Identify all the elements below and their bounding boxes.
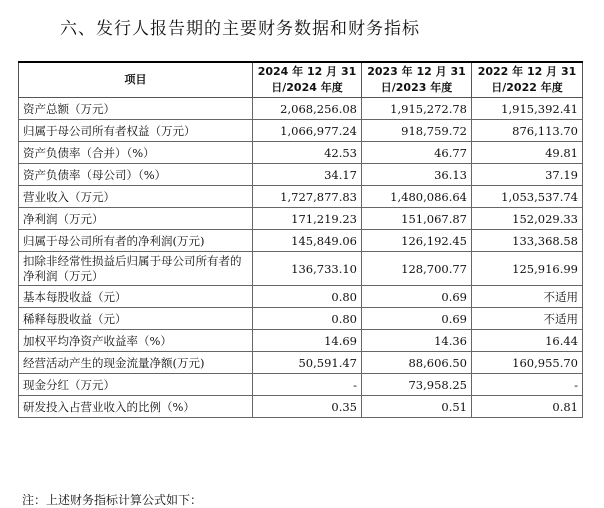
table-row [19,252,583,286]
header-item: 项目 [19,62,253,98]
row-label: 归属于母公司所有者权益（万元） [19,120,253,142]
value-2023: 46.77 [362,142,472,164]
value-2024: 0.80 [253,286,362,308]
value-2022: 1,053,537.74 [472,186,583,208]
footnote: 注：上述财务指标计算公式如下： [22,493,203,507]
table-row [19,186,583,208]
value-2024: 1,066,977.24 [253,120,362,142]
table-row [19,330,583,352]
value-2023: 128,700.77 [362,252,472,286]
value-2023: 126,192.45 [362,230,472,252]
row-label: 加权平均净资产收益率（%） [19,330,253,352]
value-2024: 0.80 [253,308,362,330]
row-label: 稀释每股收益（元） [19,308,253,330]
value-2022: 不适用 [472,308,583,330]
value-2024: 171,219.23 [253,208,362,230]
value-2024: - [253,374,362,396]
row-label: 扣除非经常性损益后归属于母公司所有者的净利润（万元） [19,252,253,286]
value-2022: 152,029.33 [472,208,583,230]
value-2022: 1,915,392.41 [472,98,583,120]
value-2023: 1,480,086.64 [362,186,472,208]
value-2023: 73,958.25 [362,374,472,396]
value-2024: 2,068,256.08 [253,98,362,120]
value-2024: 14.69 [253,330,362,352]
row-label: 研发投入占营业收入的比例（%） [19,396,253,418]
table-row [19,374,583,396]
value-2023: 918,759.72 [362,120,472,142]
financial-data-table [18,61,583,418]
row-label: 基本每股收益（元） [19,286,253,308]
table-row [19,396,583,418]
value-2024: 1,727,877.83 [253,186,362,208]
value-2022: 876,113.70 [472,120,583,142]
value-2022: 160,955.70 [472,352,583,374]
value-2022: 16.44 [472,330,583,352]
value-2024: 34.17 [253,164,362,186]
value-2023: 88,606.50 [362,352,472,374]
value-2024: 0.35 [253,396,362,418]
row-label: 净利润（万元） [19,208,253,230]
value-2024: 50,591.47 [253,352,362,374]
header-year-2023: 2023 年 12 月 31 日/2023 年度 [362,62,472,98]
header-year-2022: 2022 年 12 月 31 日/2022 年度 [472,62,583,98]
section-title: 六、发行人报告期的主要财务数据和财务指标 [60,19,420,39]
value-2022: 0.81 [472,396,583,418]
value-2023: 0.69 [362,286,472,308]
header-year-2024: 2024 年 12 月 31 日/2024 年度 [253,62,362,98]
value-2023: 0.69 [362,308,472,330]
table-row [19,208,583,230]
row-label: 营业收入（万元） [19,186,253,208]
table-row [19,352,583,374]
row-label: 资产负债率（母公司）（%） [19,164,253,186]
table-row [19,98,583,120]
table-row [19,164,583,186]
value-2022: 49.81 [472,142,583,164]
table-header-row [19,62,583,98]
value-2022: 133,368.58 [472,230,583,252]
value-2024: 136,733.10 [253,252,362,286]
value-2022: 37.19 [472,164,583,186]
value-2023: 36.13 [362,164,472,186]
row-label: 资产总额（万元） [19,98,253,120]
value-2024: 42.53 [253,142,362,164]
value-2023: 0.51 [362,396,472,418]
value-2023: 14.36 [362,330,472,352]
value-2022: 125,916.99 [472,252,583,286]
table-row [19,142,583,164]
row-label: 归属于母公司所有者的净利润(万元) [19,230,253,252]
row-label: 资产负债率（合并）（%） [19,142,253,164]
row-label: 经营活动产生的现金流量净额(万元) [19,352,253,374]
value-2023: 1,915,272.78 [362,98,472,120]
value-2022: - [472,374,583,396]
table-row [19,120,583,142]
table-row [19,286,583,308]
value-2022: 不适用 [472,286,583,308]
row-label: 现金分红（万元） [19,374,253,396]
value-2023: 151,067.87 [362,208,472,230]
value-2024: 145,849.06 [253,230,362,252]
table-row [19,230,583,252]
table-row [19,308,583,330]
